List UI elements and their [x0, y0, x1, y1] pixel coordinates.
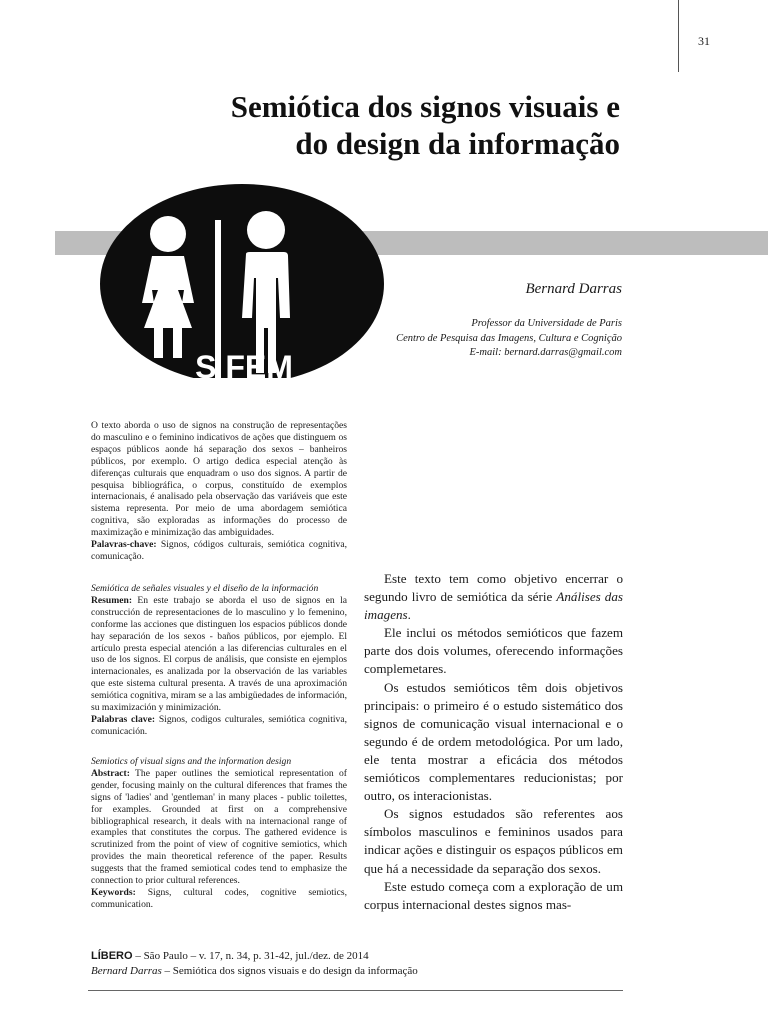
body-paragraph: Os signos estudados são referentes aos símbolos masculinos e femininos usados para indicar ações e distinguir os espaços públicos em que há a necessidade da separação dos sexos. [364, 806, 623, 876]
keywords-en-label: Keywords: [91, 886, 136, 898]
logo-text: S FEM [195, 349, 293, 378]
affiliation-line-2: Centro de Pesquisa das Imagens, Cultura e Cognição [396, 332, 622, 344]
footer-author: Bernard Darras [91, 964, 162, 977]
abstract-en-label: Abstract: [91, 767, 130, 779]
keywords-en: Signs, cultural codes, cognitive semiotics, communication. [91, 886, 347, 910]
series-title: Análises das imagens [364, 589, 623, 623]
abstract-en-title: Semiotics of visual signs and the information design [91, 756, 292, 767]
header-rule [678, 0, 679, 72]
journal-citation: – São Paulo – v. 17, n. 34, p. 31-42, jul./dez. de 2014 [132, 950, 369, 962]
abstract-portuguese [91, 420, 347, 563]
body-p1-end: . [407, 607, 411, 623]
abstract-english [91, 756, 347, 911]
body-paragraph: Os estudos semióticos têm dois objetivos principais: o primeiro é o estudo sistemático dos signos de comunicação visual internacional e o segundo é de ordem metodológica. Por um lado, ele tenta mostrar a eficácia dos métodos semióticos complementares reducionistas; por outro, os interacionistas. [364, 679, 623, 804]
footer-article-ref [91, 964, 418, 979]
body-text-column [364, 570, 623, 914]
author-affiliation [396, 317, 622, 361]
keywords-es: Signos, codigos culturales, semiótica cognitiva, comunicación. [91, 713, 347, 737]
restroom-sign-image [94, 178, 390, 378]
keywords-pt-label: Palavras-chave: [91, 539, 157, 551]
body-paragraph [364, 570, 623, 624]
keywords-pt: Signos, códigos culturais, semiótica cognitiva, comunicação. [91, 539, 347, 562]
keywords-es-label: Palabras clave: [91, 713, 156, 725]
abstract-pt-text: O texto aborda o uso de signos na construção de representações do masculino e o feminino indicativos de ações que distinguem os espaços públicos aonde há separação dos sexos – banheiros públicos, por exemplo. O artigo dedica especial atenção às diferenças culturais que enquadram o uso dos signos. A partir de pesquisa bibliográfica, o corpus, constituído de exemplos internacionais, é analisado pela observação das variáveis que este sistema representa. Por meio de uma abordagem semiótica cognitiva, são exploradas as informações do processo de maximização e minimização das ambiguidades. [91, 420, 347, 539]
abstract-es-title: Semiótica de señales visuales y el diseño de la información [91, 583, 319, 594]
affiliation-email: E-mail: bernard.darras@gmail.com [469, 347, 622, 359]
article-title-line-2: do design da informação [295, 126, 620, 161]
author-name: Bernard Darras [525, 281, 622, 297]
abstract-es-label: Resumen: [91, 594, 133, 606]
journal-name: LÍBERO [91, 950, 133, 962]
footer-citation [91, 949, 418, 964]
article-title [231, 88, 620, 162]
article-title-line-1: Semiótica dos signos visuais e [230, 89, 620, 124]
page-footer [91, 949, 418, 978]
footer-rule [88, 990, 623, 991]
affiliation-line-1: Professor da Universidade de Paris [471, 318, 622, 329]
abstract-en-text: The paper outlines the semiotical representation of gender, focusing mainly on the cultural diferences that frames the signs of 'ladies' and 'gentleman' in many places - public toilettes, for examples. Grounded at first on a comprehensive bibliographical research, it deals with na internacional range of examples that constitutes the corpus. The gathered evidence is scrutinized from the point of view of cognitive semiotics, which provides the main theoretical reference of the paper. Results suggests that the framed semiotical codes tend to emphasize the connection to prior cultural references. [91, 767, 347, 887]
body-p1-text: Este texto tem como objetivo encerrar o segundo livro de semiótica da série [364, 571, 623, 605]
abstract-es-text: En este trabajo se aborda el uso de signos en la construcción de representaciones de lo masculino y lo femenino, conforme las acciones que distinguen los espacios públicos donde hay separación de los sexos - baños públicos, por ejemplo. El artículo presta especial atención a las diferencias culturales en el uso de los signos. El corpus de análisis, que consiste en ejemplos internacionales, es analizada por la observación de las variables que este sistema cultural presenta. A través de una aproximación semiótica cognitiva, miram se a las ambigüedades de información, su maximización y minimización. [91, 594, 347, 714]
footer-title: – Semiótica dos signos visuais e do design da informação [161, 964, 418, 977]
body-paragraph: Este estudo começa com a exploração de um corpus internacional destes signos mas- [364, 878, 623, 912]
page-number: 31 [698, 34, 710, 48]
body-paragraph: Ele inclui os métodos semióticos que fazem parte dos dois volumes, oferecendo informações complemetares. [364, 625, 623, 677]
abstract-spanish [91, 583, 347, 738]
